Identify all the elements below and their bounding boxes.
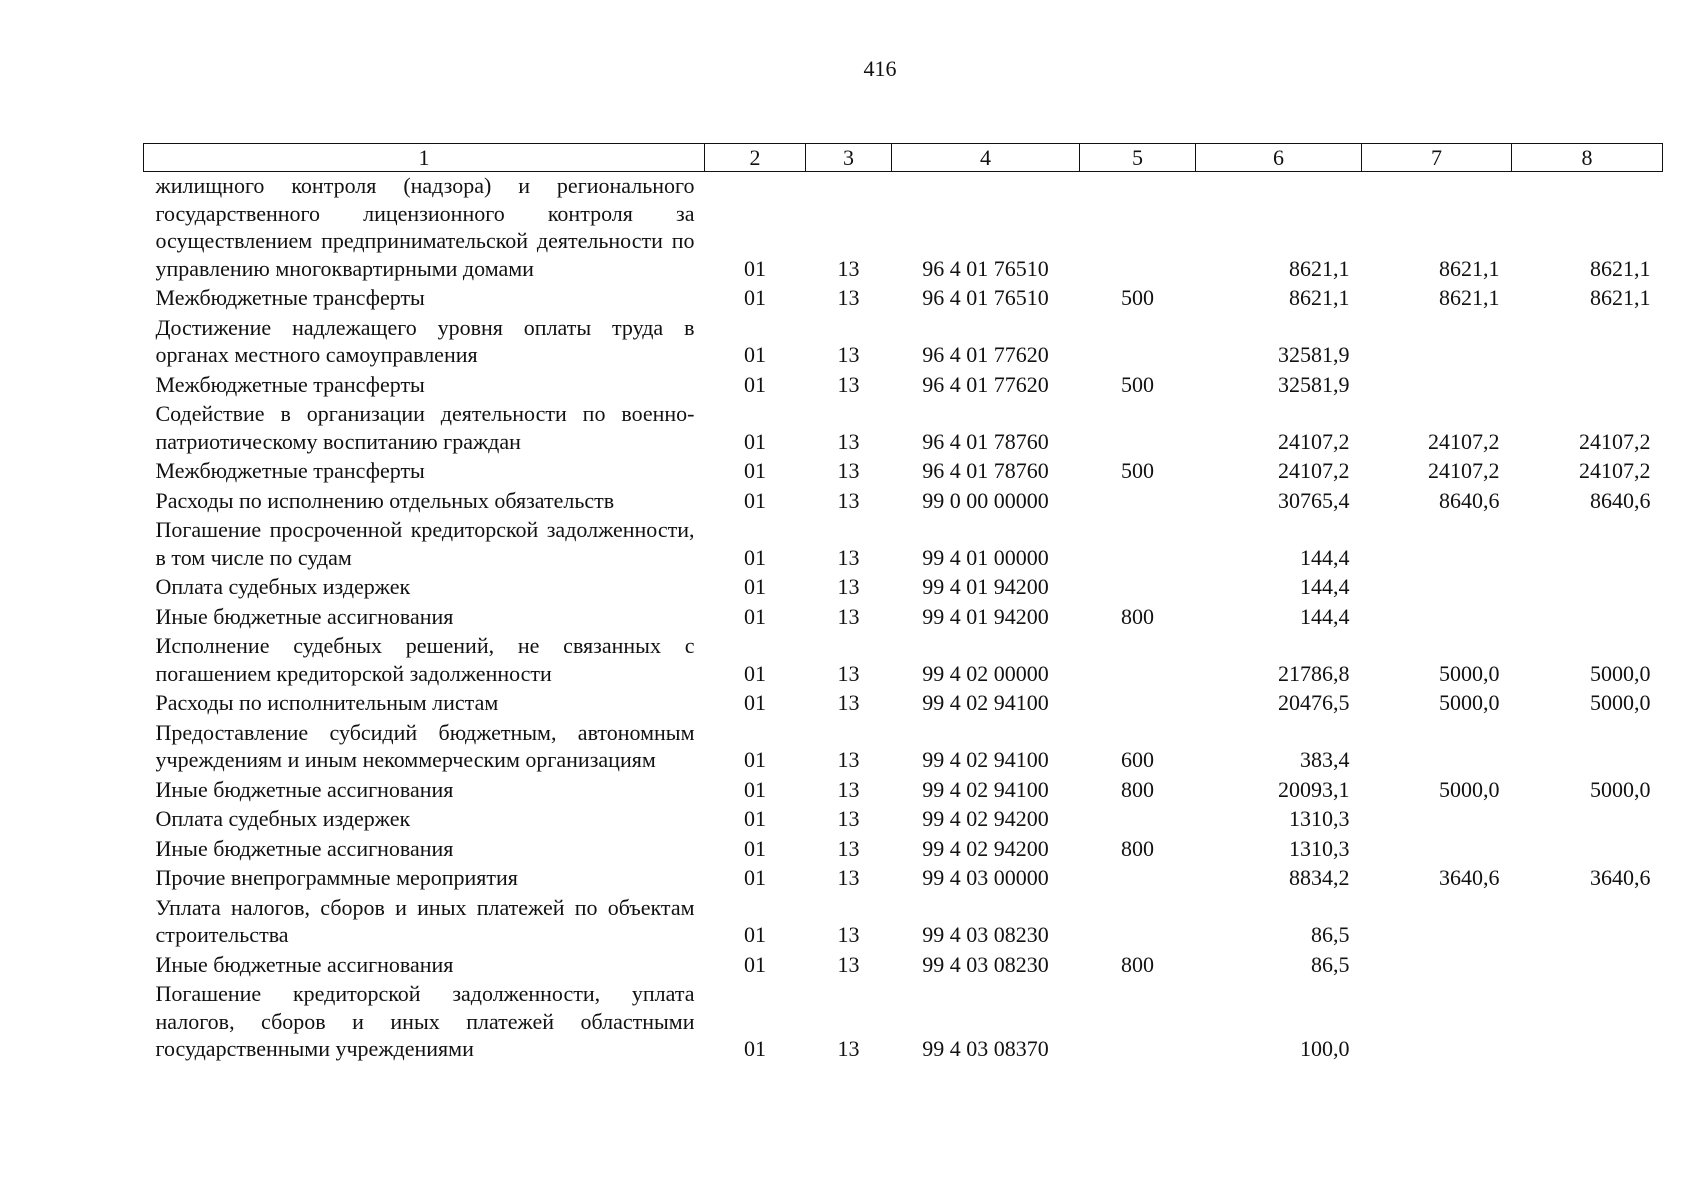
row-value-col-7 — [1362, 805, 1512, 835]
row-target-article-code: 99 0 00 00000 — [922, 487, 1049, 513]
header-col-7: 7 — [1362, 144, 1512, 172]
row-subsection-code: 13 — [837, 458, 860, 483]
row-subsection-code: 13 — [837, 776, 860, 802]
table-row — [144, 951, 1663, 981]
row-expense-type-code: 500 — [1121, 458, 1154, 483]
row-subsection-code: 13 — [837, 835, 860, 861]
table-row — [144, 980, 1663, 1065]
table-row — [144, 689, 1663, 719]
row-value-col-8 — [1512, 603, 1663, 633]
row-subsection-code: 13 — [837, 285, 860, 310]
row-name: Погашение просроченной кредиторской задолженности, в том числе по судам — [155, 517, 695, 570]
row-target-article-code: 96 4 01 77620 — [922, 371, 1049, 397]
row-value-col-8 — [1512, 719, 1663, 776]
row-value-col-8 — [1512, 835, 1663, 865]
row-section-code: 01 — [744, 776, 766, 802]
row-section-code: 01 — [744, 690, 766, 715]
row-value-col-6: 8834,2 — [1289, 865, 1350, 890]
header-row — [144, 144, 1663, 172]
row-section-code: 01 — [744, 1036, 766, 1061]
row-section-code: 01 — [744, 342, 766, 367]
header-col-1: 1 — [144, 144, 705, 172]
table-body — [144, 172, 1663, 1065]
table-row — [144, 776, 1663, 806]
header-col-2: 2 — [705, 144, 806, 172]
row-value-col-8: 5000,0 — [1590, 660, 1651, 686]
row-value-col-6: 20476,5 — [1278, 690, 1350, 715]
row-value-col-6: 383,4 — [1300, 747, 1350, 772]
row-section-code: 01 — [744, 922, 766, 947]
row-value-col-7: 8640,6 — [1439, 487, 1500, 513]
row-value-col-7 — [1362, 516, 1512, 573]
row-value-col-6: 86,5 — [1311, 951, 1350, 977]
row-name: Иные бюджетные ассигнования — [155, 603, 454, 629]
row-target-article-code: 96 4 01 78760 — [922, 458, 1049, 483]
row-expense-type-code — [1080, 172, 1196, 285]
row-expense-type-code — [1080, 487, 1196, 517]
row-subsection-code: 13 — [837, 487, 860, 513]
row-target-article-code: 99 4 03 00000 — [922, 865, 1049, 890]
row-expense-type-code: 600 — [1121, 747, 1154, 772]
table-header — [144, 144, 1663, 172]
table-row — [144, 400, 1663, 457]
table-row — [144, 864, 1663, 894]
row-value-col-8 — [1512, 371, 1663, 401]
row-value-col-8: 3640,6 — [1590, 865, 1651, 890]
row-section-code: 01 — [744, 428, 766, 454]
row-value-col-7 — [1362, 894, 1512, 951]
row-subsection-code: 13 — [837, 603, 860, 629]
row-section-code: 01 — [744, 951, 766, 977]
row-name: Содействие в организации деятельности по военно-патриотическому воспитанию граждан — [155, 401, 695, 454]
row-name: Иные бюджетные ассигнования — [155, 835, 454, 861]
row-value-col-8: 8621,1 — [1590, 285, 1651, 310]
table-row — [144, 172, 1663, 285]
row-value-col-8 — [1512, 516, 1663, 573]
row-value-col-8 — [1512, 980, 1663, 1065]
row-expense-type-code — [1080, 980, 1196, 1065]
row-value-col-6: 100,0 — [1300, 1036, 1350, 1061]
row-expense-type-code — [1080, 573, 1196, 603]
row-value-col-7: 3640,6 — [1439, 865, 1500, 890]
row-target-article-code: 99 4 02 94100 — [922, 776, 1049, 802]
row-value-col-6: 144,4 — [1300, 574, 1350, 599]
row-section-code: 01 — [744, 835, 766, 861]
row-expense-type-code: 800 — [1121, 776, 1154, 802]
row-value-col-7: 5000,0 — [1439, 776, 1500, 802]
row-name: Расходы по исполнительным листам — [155, 690, 499, 715]
table-row — [144, 632, 1663, 689]
row-value-col-6: 20093,1 — [1278, 776, 1350, 802]
row-subsection-code: 13 — [837, 544, 860, 570]
row-value-col-6: 8621,1 — [1289, 255, 1350, 281]
row-target-article-code: 99 4 01 94200 — [922, 603, 1049, 629]
row-section-code: 01 — [744, 487, 766, 513]
row-name: Оплата судебных издержек — [155, 806, 411, 831]
row-subsection-code: 13 — [837, 806, 860, 831]
row-value-col-6: 24107,2 — [1278, 428, 1350, 454]
table-row — [144, 835, 1663, 865]
row-value-col-8: 24107,2 — [1579, 458, 1651, 483]
row-name: жилищного контроля (надзора) и регионального государственного лицензионного контроля за осуществлением предпринимательской деятельности по управлению многоквартирными домами — [155, 173, 695, 281]
table-row — [144, 371, 1663, 401]
table-row — [144, 603, 1663, 633]
row-value-col-8: 5000,0 — [1590, 690, 1651, 715]
row-value-col-6: 1310,3 — [1289, 835, 1350, 861]
row-value-col-8 — [1512, 805, 1663, 835]
row-expense-type-code — [1080, 516, 1196, 573]
row-section-code: 01 — [744, 865, 766, 890]
row-name: Уплата налогов, сборов и иных платежей по объектам строительства — [155, 894, 695, 947]
row-target-article-code: 99 4 03 08230 — [922, 951, 1049, 977]
table-row — [144, 719, 1663, 776]
row-value-col-8: 24107,2 — [1579, 428, 1651, 454]
table-row — [144, 894, 1663, 951]
row-name: Расходы по исполнению отдельных обязательств — [155, 487, 615, 513]
table-row — [144, 573, 1663, 603]
row-target-article-code: 96 4 01 76510 — [922, 255, 1049, 281]
row-target-article-code: 99 4 01 94200 — [922, 574, 1049, 599]
row-expense-type-code: 500 — [1121, 285, 1154, 310]
row-value-col-7 — [1362, 719, 1512, 776]
row-subsection-code: 13 — [837, 342, 860, 367]
row-name: Иные бюджетные ассигнования — [155, 951, 454, 977]
row-expense-type-code — [1080, 314, 1196, 371]
page-number: 416 — [863, 56, 897, 81]
row-section-code: 01 — [744, 660, 766, 686]
header-col-5: 5 — [1080, 144, 1196, 172]
table-row — [144, 314, 1663, 371]
row-value-col-8 — [1512, 573, 1663, 603]
table-row — [144, 457, 1663, 487]
row-value-col-7 — [1362, 371, 1512, 401]
row-section-code: 01 — [744, 285, 766, 310]
row-name: Погашение кредиторской задолженности, уплата налогов, сборов и иных платежей областными государственными учреждениями — [155, 981, 695, 1061]
row-name: Исполнение судебных решений, не связанных с погашением кредиторской задолженности — [155, 633, 695, 686]
row-target-article-code: 99 4 02 94100 — [922, 690, 1049, 715]
table-row — [144, 516, 1663, 573]
row-name: Межбюджетные трансферты — [155, 458, 425, 483]
row-section-code: 01 — [744, 255, 766, 281]
row-value-col-6: 32581,9 — [1278, 342, 1350, 367]
row-subsection-code: 13 — [837, 690, 860, 715]
row-value-col-7: 8621,1 — [1439, 255, 1500, 281]
row-subsection-code: 13 — [837, 951, 860, 977]
row-value-col-8: 5000,0 — [1590, 776, 1651, 802]
row-expense-type-code: 800 — [1121, 835, 1154, 861]
row-value-col-8 — [1512, 314, 1663, 371]
row-value-col-6: 144,4 — [1300, 603, 1350, 629]
row-value-col-7: 24107,2 — [1428, 458, 1500, 483]
table-row — [144, 487, 1663, 517]
budget-table — [143, 143, 1663, 1065]
row-name: Прочие внепрограммные мероприятия — [155, 865, 518, 890]
header-col-6: 6 — [1196, 144, 1362, 172]
row-section-code: 01 — [744, 458, 766, 483]
row-target-article-code: 96 4 01 77620 — [922, 342, 1049, 367]
table-row — [144, 284, 1663, 314]
row-value-col-6: 32581,9 — [1278, 371, 1350, 397]
row-name: Иные бюджетные ассигнования — [155, 776, 454, 802]
row-value-col-7 — [1362, 603, 1512, 633]
row-expense-type-code — [1080, 689, 1196, 719]
row-value-col-7: 5000,0 — [1439, 690, 1500, 715]
row-expense-type-code: 800 — [1121, 603, 1154, 629]
row-section-code: 01 — [744, 371, 766, 397]
row-value-col-7: 8621,1 — [1439, 285, 1500, 310]
row-target-article-code: 99 4 02 94100 — [922, 747, 1049, 772]
row-value-col-7 — [1362, 835, 1512, 865]
row-section-code: 01 — [744, 574, 766, 599]
row-subsection-code: 13 — [837, 660, 860, 686]
row-subsection-code: 13 — [837, 922, 860, 947]
row-target-article-code: 96 4 01 78760 — [922, 428, 1049, 454]
row-value-col-6: 86,5 — [1311, 922, 1350, 947]
row-target-article-code: 99 4 03 08370 — [922, 1036, 1049, 1061]
row-expense-type-code — [1080, 864, 1196, 894]
row-value-col-7 — [1362, 314, 1512, 371]
row-section-code: 01 — [744, 747, 766, 772]
row-value-col-7 — [1362, 573, 1512, 603]
row-subsection-code: 13 — [837, 865, 860, 890]
header-col-3: 3 — [806, 144, 892, 172]
row-value-col-7: 5000,0 — [1439, 660, 1500, 686]
row-name: Оплата судебных издержек — [155, 574, 411, 599]
row-value-col-6: 8621,1 — [1289, 285, 1350, 310]
row-subsection-code: 13 — [837, 574, 860, 599]
row-subsection-code: 13 — [837, 428, 860, 454]
table-row — [144, 805, 1663, 835]
row-target-article-code: 96 4 01 76510 — [922, 285, 1049, 310]
row-expense-type-code — [1080, 894, 1196, 951]
row-target-article-code: 99 4 02 94200 — [922, 806, 1049, 831]
header-col-4: 4 — [892, 144, 1080, 172]
row-target-article-code: 99 4 02 00000 — [922, 660, 1049, 686]
row-target-article-code: 99 4 02 94200 — [922, 835, 1049, 861]
row-value-col-8: 8640,6 — [1590, 487, 1651, 513]
row-value-col-6: 144,4 — [1300, 544, 1350, 570]
row-value-col-7 — [1362, 980, 1512, 1065]
row-expense-type-code — [1080, 400, 1196, 457]
row-subsection-code: 13 — [837, 1036, 860, 1061]
row-subsection-code: 13 — [837, 371, 860, 397]
row-section-code: 01 — [744, 806, 766, 831]
row-section-code: 01 — [744, 544, 766, 570]
row-name: Межбюджетные трансферты — [155, 285, 425, 310]
row-target-article-code: 99 4 03 08230 — [922, 922, 1049, 947]
row-value-col-8 — [1512, 951, 1663, 981]
row-expense-type-code: 800 — [1121, 951, 1154, 977]
row-name: Межбюджетные трансферты — [155, 371, 425, 397]
budget-table-container — [143, 143, 1662, 1065]
row-expense-type-code — [1080, 805, 1196, 835]
row-value-col-8 — [1512, 894, 1663, 951]
row-value-col-6: 30765,4 — [1278, 487, 1350, 513]
row-value-col-6: 21786,8 — [1278, 660, 1350, 686]
row-value-col-6: 24107,2 — [1278, 458, 1350, 483]
row-subsection-code: 13 — [837, 255, 860, 281]
row-name: Достижение надлежащего уровня оплаты труда в органах местного самоуправления — [155, 314, 695, 367]
row-expense-type-code — [1080, 632, 1196, 689]
row-value-col-6: 1310,3 — [1289, 806, 1350, 831]
row-subsection-code: 13 — [837, 747, 860, 772]
row-value-col-8: 8621,1 — [1590, 255, 1651, 281]
row-value-col-7: 24107,2 — [1428, 428, 1500, 454]
row-section-code: 01 — [744, 603, 766, 629]
row-name: Предоставление субсидий бюджетным, автономным учреждениям и иным некоммерческим организациям — [155, 719, 695, 772]
row-expense-type-code: 500 — [1121, 371, 1154, 397]
row-target-article-code: 99 4 01 00000 — [922, 544, 1049, 570]
header-col-8: 8 — [1512, 144, 1663, 172]
row-value-col-7 — [1362, 951, 1512, 981]
